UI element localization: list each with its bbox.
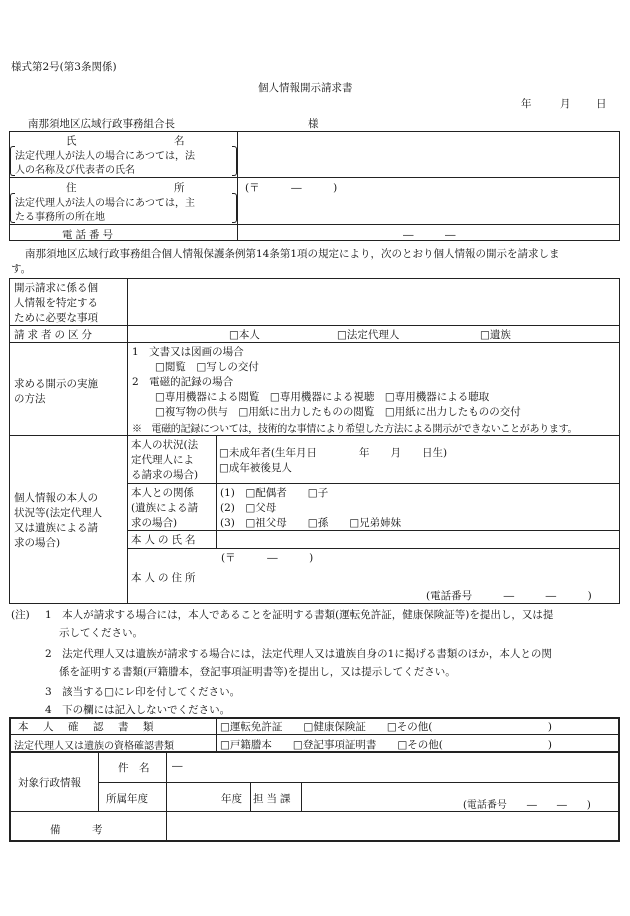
- address-label-2: 所: [174, 182, 185, 194]
- note-2-line-1: 2 法定代理人又は遺族が請求する場合には，法定代理人又は遺族自身の1に掲げる書類のほか，本人との関: [45, 648, 552, 660]
- intro-line-1: 南那須地区広域行政事務組合個人情報保護条例第14条第1項の規定により，次のとおり個人情報の開示を請求しま: [25, 248, 560, 260]
- relation-label-3: 求の場合): [131, 517, 178, 529]
- method-line-2[interactable]: □閲覧 □写しの交付: [155, 361, 259, 373]
- subject-label: 件 名: [118, 762, 150, 774]
- notes-prefix: (注): [11, 609, 30, 621]
- requester-type-bereaved[interactable]: □遺族: [480, 329, 511, 341]
- intro-line-2: す。: [11, 263, 32, 275]
- addressee-honorific: 様: [308, 118, 319, 130]
- status-label-2: 定代理人によ: [131, 454, 194, 466]
- requester-name-field[interactable]: [240, 135, 618, 175]
- requester-postal[interactable]: (〒 ― ): [245, 182, 338, 194]
- id-doc-label: 本 人 確 認 書 類: [18, 721, 156, 733]
- section4-label-3: 又は遺族による請: [14, 522, 98, 534]
- relation-line-2[interactable]: (2) □父母: [220, 502, 277, 514]
- address-note-2: たる事務所の所在地: [15, 212, 105, 223]
- method-line-4[interactable]: □専用機器による閲覧 □専用機器による視聴 □専用機器による聴取: [155, 391, 490, 403]
- form-number: 様式第2号(第3条関係): [11, 61, 117, 73]
- id-doc-options[interactable]: □運転免許証 □健康保険証 □その他( ): [220, 721, 552, 733]
- requester-type-proxy[interactable]: □法定代理人: [337, 329, 400, 341]
- date-year: 年: [521, 98, 532, 110]
- section3-label-1: 求める開示の実施: [14, 378, 98, 390]
- person-address-label: 本人の住所: [131, 572, 199, 584]
- target-info-label: 対象行政情報: [18, 777, 81, 789]
- person-postal[interactable]: (〒 ― ): [221, 552, 314, 564]
- note-1-line-2: 示してください。: [59, 627, 143, 639]
- requester-type-self[interactable]: □本人: [229, 329, 260, 341]
- method-note: ※ 電磁的記録については，技術的な事情により希望した方法による開示ができないことがあります。: [132, 424, 578, 435]
- note-3: 3 該当する□にレ印を付してください。: [45, 686, 241, 698]
- fiscal-year-unit: 年度: [221, 793, 242, 805]
- note-1-line-1: 1 本人が請求する場合には，本人であることを証明する書類(運転免許証，健康保険証等)を提出し，又は提: [45, 609, 554, 621]
- address-note-1: 法定代理人が法人の場合にあつては，主: [15, 198, 195, 209]
- phone-label: 電話番号: [62, 229, 116, 241]
- note-2-line-2: 係を証明する書類(戸籍謄本，登記事項証明書等)を提出し，又は提示してください。: [59, 666, 456, 678]
- proxy-doc-label: 法定代理人又は遺族の資格確認書類: [14, 741, 174, 752]
- status-label-1: 本人の状況(法: [131, 439, 199, 451]
- status-label-3: る請求の場合): [131, 469, 199, 481]
- name-note-1: 法定代理人が法人の場合にあつては，法: [15, 151, 195, 162]
- date-day: 日: [596, 98, 607, 110]
- method-line-1: 1 文書又は図画の場合: [132, 346, 244, 358]
- relation-line-3[interactable]: (3) □祖父母 □孫 □兄弟姉妹: [220, 517, 402, 529]
- relation-label-2: (遺族による請: [131, 502, 199, 514]
- section2-label: 請求者の区分: [14, 329, 95, 341]
- person-name-label: 本人の氏名: [131, 534, 199, 546]
- remarks-label: 備 考: [50, 824, 103, 836]
- form-title: 個人情報開示請求書: [258, 82, 353, 94]
- section1-label-3: ために必要な事項: [14, 312, 98, 324]
- section-phone[interactable]: (電話番号 ― ― ): [463, 800, 591, 811]
- method-line-5[interactable]: □複写物の供与 □用紙に出力したものの閲覧 □用紙に出力したものの交付: [155, 406, 521, 418]
- subject-value[interactable]: ―: [172, 760, 183, 772]
- main-table: [9, 278, 620, 604]
- requested-info-field[interactable]: [130, 281, 618, 323]
- address-label-1: 住: [66, 182, 77, 194]
- section1-label-1: 開示請求に係る個: [14, 282, 98, 294]
- status-minor[interactable]: □未成年者(生年月日 年 月 日生): [219, 447, 448, 459]
- person-phone[interactable]: (電話番号 ― ― ): [426, 590, 592, 602]
- section4-label-1: 個人情報の本人の: [14, 492, 98, 504]
- name-note-2: 人の名称及び代表者の氏名: [15, 165, 135, 176]
- section4-label-4: 求の場合): [14, 537, 61, 549]
- section-label: 担当課: [253, 793, 294, 805]
- relation-line-1[interactable]: (1) □配偶者 □子: [220, 487, 329, 499]
- name-label-1: 氏: [66, 135, 77, 147]
- status-ward[interactable]: □成年被後見人: [219, 462, 292, 474]
- person-name-field[interactable]: [220, 532, 616, 546]
- phone-value[interactable]: ― ―: [403, 229, 456, 241]
- proxy-doc-options[interactable]: □戸籍謄本 □登記事項証明書 □その他( ): [220, 739, 552, 751]
- section3-label-2: の方法: [14, 393, 46, 405]
- name-label-2: 名: [174, 135, 185, 147]
- relation-label-1: 本人との関係: [131, 487, 194, 499]
- method-line-3: 2 電磁的記録の場合: [132, 376, 234, 388]
- section4-label-2: 状況等(法定代理人: [14, 507, 103, 519]
- fiscal-year-label: 所属年度: [106, 793, 148, 805]
- date-month: 月: [560, 98, 571, 110]
- remarks-field[interactable]: [170, 814, 616, 839]
- note-4: 4 下の欄には記入しないでください。: [45, 704, 231, 716]
- section1-label-2: 人情報を特定する: [14, 297, 98, 309]
- addressee-name: 南那須地区広域行政事務組合長: [28, 118, 175, 130]
